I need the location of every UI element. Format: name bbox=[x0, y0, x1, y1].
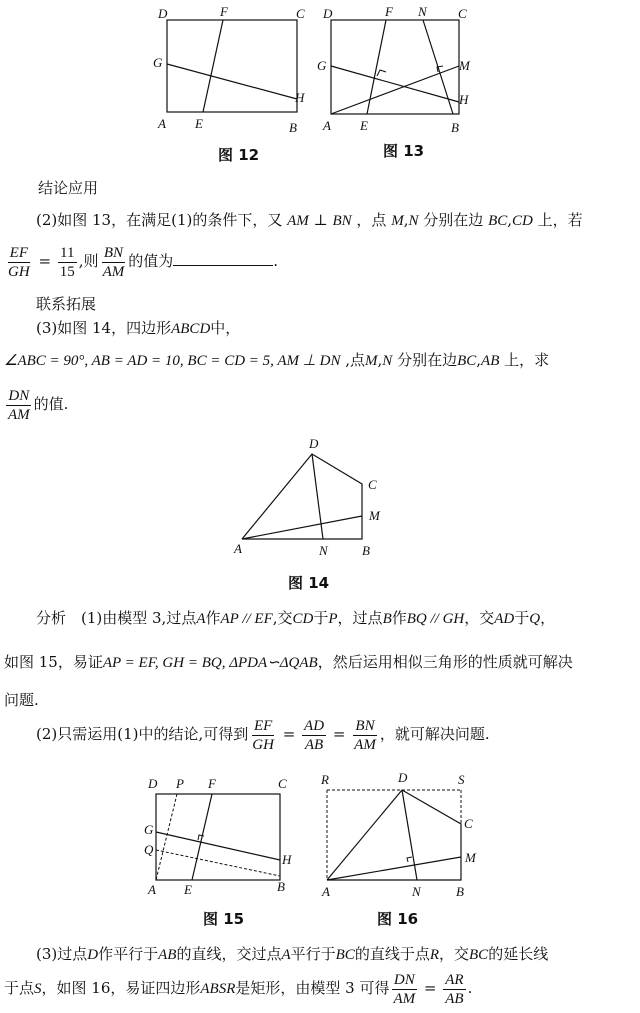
q2-math-m: M bbox=[391, 213, 404, 229]
figure-16 bbox=[314, 766, 484, 899]
fig13-label-E: E bbox=[360, 118, 368, 133]
figure-16-diagram bbox=[314, 766, 484, 899]
q3-t1: ,点 bbox=[340, 351, 366, 369]
a2-frac-ad-ab: $\frac{AD}{AB}$ bbox=[304, 717, 325, 753]
a3-m4: BC bbox=[335, 947, 355, 963]
fig15-label-H: H bbox=[282, 852, 292, 867]
fig16-label-A: A bbox=[322, 884, 330, 899]
figure-12-caption: 图 12 bbox=[218, 146, 260, 164]
a2-tail: ，就可解决问题. bbox=[379, 725, 490, 743]
a3-t2: 作平行于 bbox=[98, 945, 159, 963]
a3-t3: 的直线，交过点 bbox=[176, 945, 282, 963]
a3b-t3: 是矩形，由模型 3 可得 bbox=[235, 979, 390, 997]
figure-13 bbox=[312, 4, 482, 134]
a1-m8: Q bbox=[529, 611, 541, 627]
a3-t4: 平行于 bbox=[290, 945, 336, 963]
a2-frac-bn-am: $\frac{BN}{AM}$ bbox=[354, 717, 376, 753]
a1-m6: BQ // GH bbox=[406, 611, 465, 627]
q3-m: M bbox=[365, 353, 378, 369]
fig14-label-N: N bbox=[319, 543, 328, 558]
q2-comma2: , bbox=[507, 211, 513, 229]
fig14-label-C: C bbox=[368, 477, 377, 492]
a1-t8: 于 bbox=[514, 609, 530, 627]
fig15-label-D: D bbox=[148, 776, 158, 791]
frac-11-15: $\frac{11}{15}$ bbox=[59, 244, 75, 280]
q3-tail: 的值. bbox=[33, 395, 69, 413]
a3b-m1: S bbox=[34, 981, 42, 997]
fig13-label-B: B bbox=[451, 120, 459, 135]
fig14-label-A: A bbox=[234, 541, 242, 556]
a1-m3: CD bbox=[292, 611, 314, 627]
figure-12 bbox=[150, 4, 320, 134]
figure-16-caption: 图 16 bbox=[377, 910, 419, 928]
q3-text-a: (3)如图 14，四边形 bbox=[36, 319, 172, 337]
fig13-label-M: M bbox=[459, 58, 470, 73]
a3-m5: R bbox=[429, 947, 439, 963]
question-3-line-2 bbox=[4, 350, 549, 371]
fig13-label-F: F bbox=[385, 4, 393, 19]
fig16-label-D: D bbox=[398, 770, 408, 785]
a1b-math: AP = EF, GH = BQ, ΔPDA∽ΔQAB bbox=[102, 655, 318, 671]
figure-14 bbox=[226, 432, 396, 562]
figure-15 bbox=[140, 770, 300, 900]
analysis-1-line-3: 问题. bbox=[4, 691, 39, 709]
a3b-eq: = bbox=[419, 979, 442, 997]
a3-frac-dn-am: $\frac{DN}{AM}$ bbox=[393, 971, 416, 1007]
q2-math-bc: BC bbox=[488, 213, 508, 229]
fig13-label-D: D bbox=[323, 6, 333, 21]
a1-m1: A bbox=[196, 611, 206, 627]
figure-13-caption: 图 13 bbox=[383, 142, 425, 160]
q3-c: , bbox=[377, 351, 383, 369]
analysis-3-line-1 bbox=[36, 944, 548, 965]
fig16-label-M: M bbox=[465, 850, 476, 865]
a3-m1: D bbox=[87, 947, 99, 963]
figure-14-caption: 图 14 bbox=[288, 574, 330, 592]
fig12-label-H: H bbox=[295, 90, 305, 105]
q2-math-n: N bbox=[408, 213, 419, 229]
fig14-label-B: B bbox=[362, 543, 370, 558]
fig16-label-B: B bbox=[456, 884, 464, 899]
a3-m3: A bbox=[281, 947, 291, 963]
q2-comma: , bbox=[403, 211, 409, 229]
a3-m6: BC bbox=[469, 947, 489, 963]
question-2-line-2 bbox=[4, 243, 278, 281]
q2-math-am: AM bbox=[287, 213, 309, 229]
a3b-t1: 于点 bbox=[4, 979, 35, 997]
question-2-line-1 bbox=[36, 210, 583, 231]
q2-tail: 的值为 bbox=[128, 252, 174, 270]
heading-extension: 联系拓展 bbox=[36, 295, 97, 313]
q3-ab: AB bbox=[481, 353, 500, 369]
a2-eq1: = bbox=[277, 725, 301, 743]
figure-13-diagram bbox=[312, 4, 482, 134]
a1-t4: 于 bbox=[313, 609, 329, 627]
q3-bc: BC bbox=[457, 353, 477, 369]
fig12-label-B: B bbox=[289, 120, 297, 135]
fig12-label-F: F bbox=[220, 4, 228, 19]
fig16-label-N: N bbox=[412, 884, 421, 899]
q3-text-b: 中， bbox=[210, 319, 241, 337]
fig13-label-N: N bbox=[418, 4, 427, 19]
a1-t7: ，交 bbox=[464, 609, 495, 627]
analysis-1-line-2 bbox=[4, 652, 573, 673]
a3-t7: 的延长线 bbox=[488, 945, 549, 963]
fig12-label-A: A bbox=[158, 116, 166, 131]
fig16-label-C: C bbox=[464, 816, 473, 831]
a2-frac-ef-gh: $\frac{EF}{GH}$ bbox=[252, 717, 274, 753]
fig12-label-G: G bbox=[153, 55, 163, 70]
q3-math-abcd: ABCD bbox=[171, 321, 211, 337]
a3-t5: 的直线于点 bbox=[354, 945, 430, 963]
fig15-label-G: G bbox=[144, 822, 154, 837]
frac-ef-gh: $\frac{EF}{GH}$ bbox=[8, 244, 30, 280]
figure-15-caption: 图 15 bbox=[203, 910, 245, 928]
a1-t1: 分析 (1)由模型 3,过点 bbox=[36, 609, 197, 627]
a2-eq2: = bbox=[328, 725, 351, 743]
eq: = bbox=[33, 252, 56, 270]
then: ,则 bbox=[78, 252, 99, 270]
a1-t6: 作 bbox=[391, 609, 407, 627]
a3-m2: AB bbox=[158, 947, 177, 963]
q3-n: N bbox=[382, 353, 393, 369]
fig15-label-C: C bbox=[278, 776, 287, 791]
a1b-t2: ，然后运用相似三角形的性质就可解决 bbox=[317, 653, 573, 671]
fig14-label-M: M bbox=[369, 508, 380, 523]
a1-m2: AP // EF bbox=[220, 611, 273, 627]
fig15-label-P: P bbox=[176, 776, 184, 791]
figure-14-diagram bbox=[226, 432, 396, 562]
a3b-t2: ，如图 16，易证四边形 bbox=[41, 979, 201, 997]
fig16-label-R: R bbox=[321, 772, 329, 787]
a1-m4: P bbox=[328, 611, 338, 627]
a1-t9: ， bbox=[540, 609, 556, 627]
frac-dn-am: $\frac{DN}{AM}$ bbox=[8, 387, 30, 423]
analysis-2 bbox=[36, 716, 490, 754]
q2-math-cd: CD bbox=[512, 213, 533, 229]
fig15-label-Q: Q bbox=[144, 842, 154, 857]
a3-t1: (3)过点 bbox=[36, 945, 88, 963]
q2-end: . bbox=[273, 252, 279, 270]
q2-text-a: (2)如图 13，在满足(1)的条件下，又 bbox=[36, 211, 283, 229]
heading-conclusion: 结论应用 bbox=[38, 179, 99, 197]
analysis-3-line-2 bbox=[4, 968, 472, 1009]
a2-t1: (2)只需运用(1)中的结论,可得到 bbox=[36, 725, 249, 743]
fig12-label-E: E bbox=[195, 116, 203, 131]
question-3-line-1 bbox=[36, 318, 240, 339]
fig12-label-C: C bbox=[296, 6, 305, 21]
q3-t3: 上，求 bbox=[499, 351, 550, 369]
a3b-end: . bbox=[467, 979, 473, 997]
fig15-label-F: F bbox=[208, 776, 216, 791]
a1-t5: ，过点 bbox=[337, 609, 383, 627]
a3b-m2: ABSR bbox=[200, 981, 236, 997]
fig14-label-D: D bbox=[309, 436, 319, 451]
q2-text-b: ，点 bbox=[356, 211, 387, 229]
fig15-label-E: E bbox=[184, 882, 192, 897]
question-3-line-3 bbox=[4, 386, 68, 424]
q3-conditions: ∠ABC = 90°, AB = AD = 10, BC = CD = 5, AM ⊥ DN bbox=[4, 353, 341, 369]
q3-c2: , bbox=[476, 351, 482, 369]
a1-m7: AD bbox=[494, 611, 515, 627]
a1-m5: B bbox=[382, 611, 392, 627]
a1-t2: 作 bbox=[205, 609, 221, 627]
fig13-label-G: G bbox=[317, 58, 327, 73]
a3-t6: ，交 bbox=[439, 945, 470, 963]
answer-blank[interactable] bbox=[173, 251, 273, 266]
fig16-label-S: S bbox=[458, 772, 465, 787]
fig13-label-C: C bbox=[458, 6, 467, 21]
fig15-label-B: B bbox=[277, 879, 285, 894]
analysis-1-line-1 bbox=[36, 608, 555, 629]
fig12-label-D: D bbox=[158, 6, 168, 21]
a1-t3: ,交 bbox=[272, 609, 293, 627]
a1b-t1: 如图 15，易证 bbox=[4, 653, 103, 671]
q3-t2: 分别在边 bbox=[392, 351, 458, 369]
a3-frac-ar-ab: $\frac{AR}{AB}$ bbox=[445, 971, 464, 1007]
fig15-label-A: A bbox=[148, 882, 156, 897]
figure-12-diagram bbox=[150, 4, 320, 134]
fig13-label-A: A bbox=[323, 118, 331, 133]
q2-math-bn: BN bbox=[332, 213, 352, 229]
figure-15-diagram bbox=[140, 770, 300, 900]
fig13-label-H: H bbox=[459, 92, 469, 107]
q2-perp: ⊥ bbox=[308, 211, 333, 229]
q2-text-d: 上，若 bbox=[537, 211, 583, 229]
q2-text-c: 分别在边 bbox=[423, 211, 484, 229]
frac-bn-am: $\frac{BN}{AM}$ bbox=[102, 244, 125, 280]
